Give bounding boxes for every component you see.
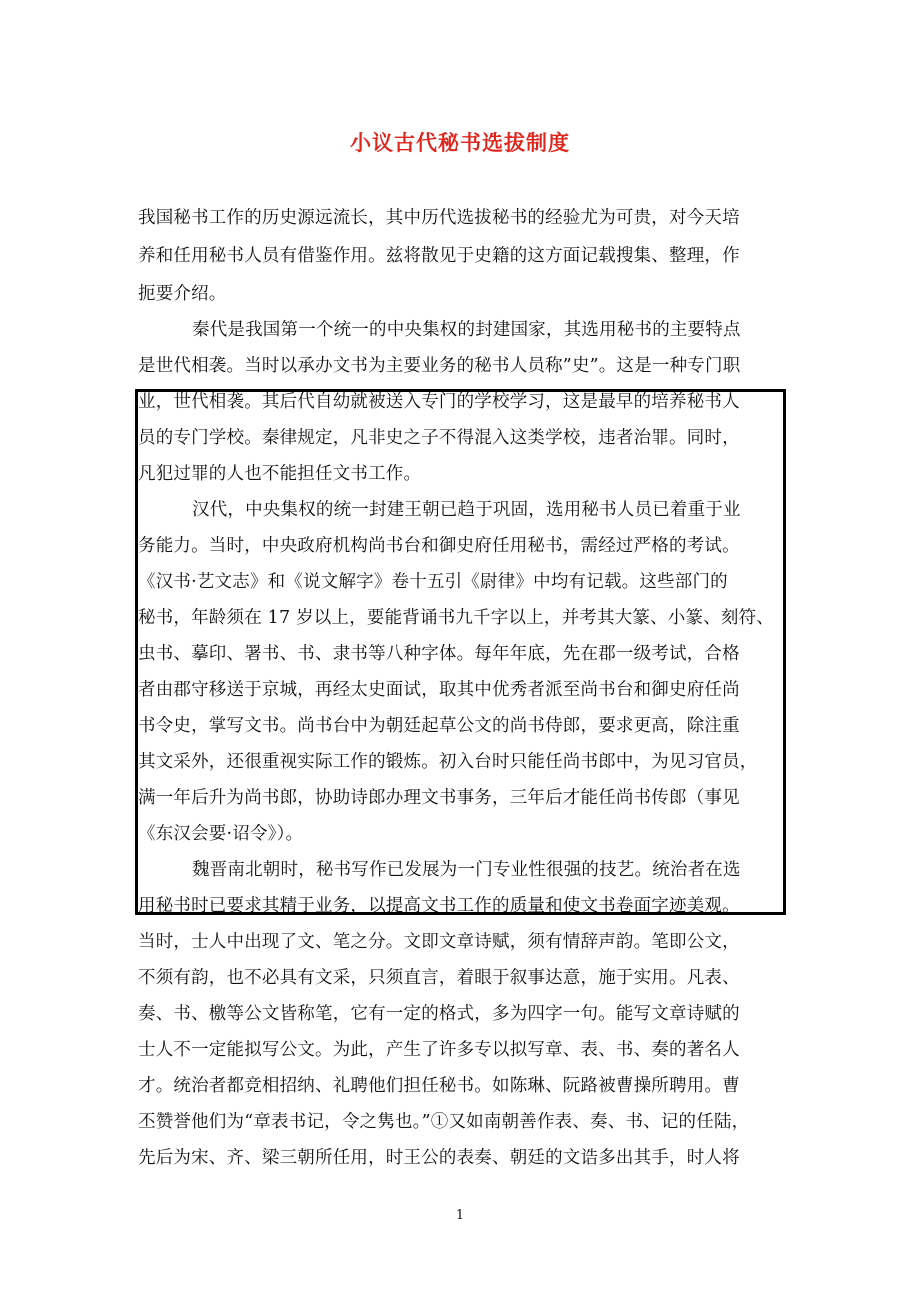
body-line: 魏晋南北朝时，秘书写作已发展为一门专业性很强的技艺。统治者在选 — [192, 860, 741, 880]
body-line: 士人不一定能拟写公文。为此，产生了许多专以拟写章、表、书、奏的著名人 — [138, 1040, 740, 1060]
body-line: 者由郡守移送于京城，再经太史面试，取其中优秀者派至尚书台和御史府任尚 — [138, 680, 740, 700]
body-line: 务能力。当时，中央政府机构尚书台和御史府任用秘书，需经过严格的考试。 — [138, 536, 740, 556]
body-line: 扼要介绍。 — [138, 284, 227, 304]
body-line: 我国秘书工作的历史源远流长，其中历代选拔秘书的经验尤为可贵，对今天培 — [138, 208, 740, 228]
body-line: 用秘书时已要求其精于业务，以提高文书工作的质量和使文书卷面字迹美观。 — [138, 896, 740, 916]
body-line: 先后为宋、齐、梁三朝所任用，时王公的表奏、朝廷的文诰多出其手，时人将 — [138, 1148, 740, 1168]
body-line: 凡犯过罪的人也不能担任文书工作。 — [138, 464, 422, 484]
body-line: 丕赞誉他们为“章表书记，令之隽也。”①又如南朝善作表、奏、书、记的任陆， — [138, 1112, 750, 1132]
body-line: 虫书、摹印、署书、书、隶书等八种字体。每年年底，先在郡一级考试，合格 — [138, 644, 740, 664]
body-line: 满一年后升为尚书郎，协助诗郎办理文书事务，三年后才能任尚书传郎（事见 — [138, 788, 740, 808]
body-line: 秦代是我国第一个统一的中央集权的封建国家，其选用秘书的主要特点 — [192, 320, 741, 340]
body-line: 才。统治者都竞相招纳、礼聘他们担任秘书。如陈琳、阮路被曹操所聘用。曹 — [138, 1076, 740, 1096]
body-line: 奏、书、檄等公文皆称笔，它有一定的格式，多为四字一句。能写文章诗赋的 — [138, 1004, 740, 1024]
body-line: 书令史，掌写文书。尚书台中为朝廷起草公文的尚书侍郎，要求更高，除注重 — [138, 716, 740, 736]
body-line: 汉代，中央集权的统一封建王朝已趋于巩固，选用秘书人员已着重于业 — [192, 500, 741, 520]
body-line: 《东汉会要·诏令》）。 — [138, 824, 304, 844]
body-line: 养和任用秘书人员有借鉴作用。兹将散见于史籍的这方面记载搜集、整理，作 — [138, 246, 740, 266]
body-line: 秘书，年龄须在 17 岁以上，要能背诵书九千字以上，并考其大篆、小篆、刻符、 — [138, 608, 774, 628]
body-line: 员的专门学校。秦律规定，凡非史之子不得混入这类学校，违者治罪。同时， — [138, 428, 740, 448]
body-line: 业，世代相袭。其后代自幼就被送入专门的学校学习，这是最早的培养秘书人 — [138, 392, 740, 412]
page-number: 1 — [455, 1208, 465, 1223]
document-title: 小议古代秘书选拔制度 — [350, 130, 570, 155]
body-line: 不须有韵，也不必具有文采，只须直言，着眼于叙事达意，施于实用。凡表、 — [138, 968, 740, 988]
body-line: 当时，士人中出现了文、笔之分。文即文章诗赋，须有情辞声韵。笔即公文， — [138, 932, 740, 952]
body-line: 其文采外，还很重视实际工作的锻炼。初入台时只能任尚书郎中，为见习官员， — [138, 752, 758, 772]
body-line: 《汉书·艺文志》和《说文解字》卷十五引《尉律》中均有记载。这些部门的 — [138, 572, 728, 592]
body-line: 是世代相袭。当时以承办文书为主要业务的秘书人员称”史”。这是一种专门职 — [138, 356, 741, 376]
